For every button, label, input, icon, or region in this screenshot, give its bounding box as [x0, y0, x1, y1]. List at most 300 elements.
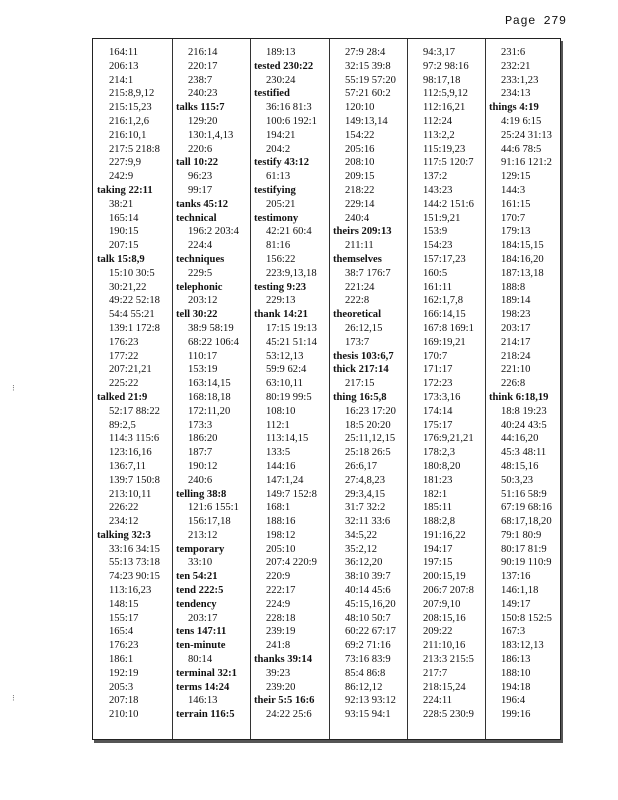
index-reference: 139:7 150:8: [109, 474, 160, 486]
index-reference: 115:19,23: [423, 143, 466, 155]
index-reference: 227:9,9: [109, 157, 142, 169]
index-reference: 218:22: [345, 184, 375, 196]
index-term: testing 9:23: [254, 281, 307, 293]
index-reference: 194:17: [423, 543, 453, 555]
index-reference: 16:23 17:20: [345, 405, 396, 417]
index-reference: 80:14: [188, 654, 213, 666]
index-reference: 173:7: [345, 336, 370, 348]
index-reference: 96:23: [188, 171, 213, 183]
margin-mark: ⁝: [12, 694, 15, 704]
column-divider: [250, 39, 251, 739]
index-reference: 42:21 60:4: [266, 226, 312, 238]
index-reference: 165:4: [109, 626, 134, 638]
index-reference: 156:22: [266, 253, 296, 265]
index-reference: 229:14: [345, 198, 375, 210]
index-term: temporary: [176, 543, 225, 555]
index-term: talks 115:7: [176, 102, 225, 114]
index-term: their 5:5 16:6: [254, 695, 315, 707]
index-column-1: [97, 46, 169, 735]
index-reference: 186:1: [109, 654, 134, 666]
index-reference: 222:17: [266, 585, 296, 597]
index-reference: 112:5,9,12: [423, 88, 468, 100]
index-reference: 203:12: [188, 295, 218, 307]
index-reference: 114:3 115:6: [109, 433, 160, 445]
index-reference: 91:16 121:2: [501, 157, 552, 169]
index-reference: 239:20: [266, 681, 296, 693]
index-reference: 194:18: [501, 681, 531, 693]
index-reference: 188:8: [501, 281, 526, 293]
index-reference: 197:15: [423, 557, 453, 569]
index-reference: 112:16,21: [423, 102, 466, 114]
index-reference: 36:16 81:3: [266, 102, 312, 114]
index-reference: 220:17: [188, 60, 218, 72]
index-reference: 151:9,21: [423, 212, 461, 224]
index-reference: 150:8 152:5: [501, 612, 552, 624]
index-term: technical: [176, 212, 217, 224]
index-reference: 198:23: [501, 309, 531, 321]
index-reference: 129:20: [188, 115, 218, 127]
index-reference: 170:7: [501, 212, 526, 224]
index-reference: 205:21: [266, 198, 296, 210]
index-reference: 208:10: [345, 157, 375, 169]
word-index-table: [92, 38, 561, 740]
index-reference: 190:12: [188, 460, 218, 472]
index-reference: 57:21 60:2: [345, 88, 391, 100]
index-reference: 24:22 25:6: [266, 709, 312, 721]
index-reference: 207:18: [109, 695, 139, 707]
index-reference: 61:13: [266, 171, 291, 183]
index-column-4: [333, 46, 407, 735]
index-reference: 170:7: [423, 350, 448, 362]
index-reference: 39:23: [266, 667, 291, 679]
index-reference: 176:23: [109, 336, 139, 348]
index-reference: 205:10: [266, 543, 296, 555]
index-reference: 177:22: [109, 350, 139, 362]
index-reference: 169:19,21: [423, 336, 466, 348]
index-term: talked 21:9: [97, 391, 148, 403]
index-reference: 189:14: [501, 295, 531, 307]
index-reference: 73:16 83:9: [345, 654, 391, 666]
index-term: terms 14:24: [176, 681, 230, 693]
index-term: tens 147:11: [176, 626, 227, 638]
index-reference: 146:1,18: [501, 585, 539, 597]
index-reference: 98:17,18: [423, 74, 461, 86]
index-reference: 240:6: [188, 474, 213, 486]
index-reference: 123:16,16: [109, 447, 152, 459]
index-reference: 27:9 28:4: [345, 47, 386, 58]
index-reference: 217:7: [423, 667, 448, 679]
index-reference: 216:14: [188, 47, 218, 58]
index-reference: 211:11: [345, 240, 374, 252]
index-reference: 167:3: [501, 626, 526, 638]
index-reference: 242:9: [109, 171, 134, 183]
index-reference: 206:13: [109, 60, 139, 72]
index-reference: 218:24: [501, 350, 531, 362]
index-reference: 45:3 48:11: [501, 447, 547, 459]
index-reference: 99:17: [188, 184, 213, 196]
index-reference: 81:16: [266, 240, 291, 252]
index-reference: 229:5: [188, 267, 213, 279]
index-term: thick 217:14: [333, 364, 389, 376]
index-column-5: [411, 46, 485, 735]
index-reference: 213:3 215:5: [423, 654, 474, 666]
index-reference: 217:5 218:8: [109, 143, 160, 155]
index-reference: 25:24 31:13: [501, 129, 552, 141]
index-reference: 29:3,4,15: [345, 488, 386, 500]
index-reference: 149:17: [501, 598, 531, 610]
index-reference: 133:5: [266, 447, 291, 459]
index-reference: 188:2,8: [423, 516, 456, 528]
index-reference: 190:15: [109, 226, 139, 238]
index-reference: 112:1: [266, 419, 290, 431]
index-reference: 209:15: [345, 171, 375, 183]
index-term: thing 16:5,8: [333, 391, 387, 403]
index-reference: 241:8: [266, 640, 291, 652]
index-reference: 69:2 71:16: [345, 640, 391, 652]
index-reference: 167:8 169:1: [423, 322, 474, 334]
index-reference: 187:7: [188, 447, 213, 459]
index-reference: 80:17 81:9: [501, 543, 547, 555]
index-reference: 186:20: [188, 433, 218, 445]
index-reference: 49:22 52:18: [109, 295, 160, 307]
index-reference: 74:23 90:15: [109, 571, 160, 583]
index-reference: 53:12,13: [266, 350, 304, 362]
index-term: terrain 116:5: [176, 709, 235, 721]
index-reference: 148:15: [109, 598, 139, 610]
index-reference: 67:19 68:16: [501, 502, 552, 514]
index-reference: 161:11: [423, 281, 453, 293]
index-reference: 184:16,20: [501, 253, 544, 265]
index-reference: 209:22: [423, 626, 453, 638]
index-term: tall 10:22: [176, 157, 219, 169]
index-reference: 144:2 151:6: [423, 198, 474, 210]
index-reference: 173:3,16: [423, 391, 461, 403]
index-reference: 34:5,22: [345, 529, 378, 541]
index-reference: 226:8: [501, 378, 526, 390]
index-reference: 240:4: [345, 212, 370, 224]
index-term: telephonic: [176, 281, 223, 293]
index-reference: 186:13: [501, 654, 531, 666]
index-reference: 32:11 33:6: [345, 516, 391, 528]
index-column-3: [254, 46, 328, 735]
index-reference: 166:14,15: [423, 309, 466, 321]
index-reference: 222:8: [345, 295, 370, 307]
index-reference: 154:23: [423, 240, 453, 252]
index-reference: 215:15,23: [109, 102, 152, 114]
index-term: ten 54:21: [176, 571, 218, 583]
index-reference: 144:16: [266, 460, 296, 472]
index-reference: 228:18: [266, 612, 296, 624]
index-reference: 221:10: [501, 364, 531, 376]
index-term: telling 38:8: [176, 488, 227, 500]
index-reference: 100:6 192:1: [266, 115, 317, 127]
index-term: tested 230:22: [254, 60, 314, 72]
index-reference: 232:21: [501, 60, 531, 72]
index-reference: 112:24: [423, 115, 453, 127]
index-reference: 230:24: [266, 74, 296, 86]
index-reference: 183:12,13: [501, 640, 544, 652]
index-reference: 188:10: [501, 667, 531, 679]
index-reference: 224:11: [423, 695, 453, 707]
index-reference: 185:11: [423, 502, 453, 514]
index-reference: 44:16,20: [501, 433, 539, 445]
index-reference: 149:7 152:8: [266, 488, 317, 500]
index-term: theirs 209:13: [333, 226, 392, 238]
index-reference: 26:6,17: [345, 460, 378, 472]
index-reference: 137:2: [423, 171, 448, 183]
index-reference: 207:4 220:9: [266, 557, 317, 569]
index-reference: 18:5 20:20: [345, 419, 391, 431]
index-reference: 27:4,8,23: [345, 474, 386, 486]
index-reference: 38:7 176:7: [345, 267, 391, 279]
index-reference: 139:1 172:8: [109, 322, 160, 334]
index-column-2: [176, 46, 249, 735]
index-reference: 80:19 99:5: [266, 391, 312, 403]
index-reference: 33:16 34:15: [109, 543, 160, 555]
index-reference: 233:1,23: [501, 74, 539, 86]
index-term: tendency: [176, 598, 217, 610]
index-reference: 207:15: [109, 240, 139, 252]
index-reference: 17:15 19:13: [266, 322, 317, 334]
index-term: tanks 45:12: [176, 198, 229, 210]
index-term: taking 22:11: [97, 184, 153, 196]
index-reference: 163:14,15: [188, 378, 231, 390]
index-term: themselves: [333, 253, 382, 265]
index-reference: 52:17 88:22: [109, 405, 160, 417]
index-reference: 55:19 57:20: [345, 74, 396, 86]
index-reference: 110:17: [188, 350, 218, 362]
index-reference: 40:24 43:5: [501, 419, 547, 431]
index-reference: 113:16,23: [109, 585, 152, 597]
index-reference: 157:17,23: [423, 253, 466, 265]
index-reference: 68:17,18,20: [501, 516, 552, 528]
index-reference: 207:9,10: [423, 598, 461, 610]
index-term: testimony: [254, 212, 299, 224]
index-reference: 187:13,18: [501, 267, 544, 279]
index-reference: 203:17: [501, 322, 531, 334]
index-reference: 97:2 98:16: [423, 60, 469, 72]
index-reference: 184:15,15: [501, 240, 544, 252]
index-reference: 234:13: [501, 88, 531, 100]
index-reference: 164:11: [109, 47, 139, 58]
index-reference: 211:10,16: [423, 640, 466, 652]
index-reference: 207:21,21: [109, 364, 152, 376]
index-reference: 153:19: [188, 364, 218, 376]
index-reference: 220:9: [266, 571, 291, 583]
index-reference: 59:9 62:4: [266, 364, 307, 376]
index-term: talk 15:8,9: [97, 253, 145, 265]
index-reference: 162:1,7,8: [423, 295, 464, 307]
index-reference: 130:1,4,13: [188, 129, 234, 141]
index-term: testifying: [254, 184, 296, 196]
index-reference: 206:7 207:8: [423, 585, 474, 597]
index-reference: 180:8,20: [423, 460, 461, 472]
index-reference: 89:2,5: [109, 419, 136, 431]
index-term: thank 14:21: [254, 309, 308, 321]
index-reference: 238:7: [188, 74, 213, 86]
index-reference: 228:5 230:9: [423, 709, 474, 721]
index-reference: 208:15,16: [423, 612, 466, 624]
index-reference: 137:16: [501, 571, 531, 583]
index-term: terminal 32:1: [176, 667, 237, 679]
index-reference: 217:15: [345, 378, 375, 390]
index-reference: 121:6 155:1: [188, 502, 239, 514]
index-reference: 90:19 110:9: [501, 557, 552, 569]
index-reference: 54:4 55:21: [109, 309, 155, 321]
index-reference: 194:21: [266, 129, 296, 141]
index-reference: 181:23: [423, 474, 453, 486]
index-reference: 171:17: [423, 364, 453, 376]
index-reference: 239:19: [266, 626, 296, 638]
index-reference: 213:12: [188, 529, 218, 541]
index-reference: 155:17: [109, 612, 139, 624]
index-term: tend 222:5: [176, 585, 224, 597]
index-reference: 213:10,11: [109, 488, 152, 500]
index-reference: 143:23: [423, 184, 453, 196]
index-reference: 153:9: [423, 226, 448, 238]
index-reference: 221:24: [345, 281, 375, 293]
index-reference: 144:3: [501, 184, 526, 196]
index-reference: 168:1: [266, 502, 291, 514]
index-reference: 205:3: [109, 681, 134, 693]
index-reference: 79:1 80:9: [501, 529, 542, 541]
index-reference: 231:6: [501, 47, 526, 58]
index-reference: 229:13: [266, 295, 296, 307]
index-reference: 92:13 93:12: [345, 695, 396, 707]
index-reference: 113:14,15: [266, 433, 309, 445]
index-term: thanks 39:14: [254, 654, 312, 666]
index-term: talking 32:3: [97, 529, 151, 541]
index-reference: 45:15,16,20: [345, 598, 396, 610]
index-reference: 178:2,3: [423, 447, 456, 459]
index-term: techniques: [176, 253, 225, 265]
index-reference: 168:18,18: [188, 391, 231, 403]
index-reference: 160:5: [423, 267, 448, 279]
index-reference: 173:3: [188, 419, 213, 431]
index-reference: 203:17: [188, 612, 218, 624]
column-divider: [485, 39, 486, 739]
column-divider: [329, 39, 330, 739]
index-reference: 165:14: [109, 212, 139, 224]
index-reference: 26:12,15: [345, 322, 383, 334]
index-reference: 205:16: [345, 143, 375, 155]
index-reference: 15:10 30:5: [109, 267, 155, 279]
index-reference: 216:10,1: [109, 129, 147, 141]
index-reference: 30:21,22: [109, 281, 147, 293]
index-reference: 18:8 19:23: [501, 405, 547, 417]
index-reference: 189:13: [266, 47, 296, 58]
index-reference: 136:7,11: [109, 460, 146, 472]
index-reference: 191:16,22: [423, 529, 466, 541]
index-reference: 45:21 51:14: [266, 336, 317, 348]
index-reference: 225:22: [109, 378, 139, 390]
margin-mark: ⁝: [12, 384, 15, 394]
index-reference: 38:10 39:7: [345, 571, 391, 583]
index-reference: 234:12: [109, 516, 139, 528]
index-reference: 200:15,19: [423, 571, 466, 583]
index-reference: 179:13: [501, 226, 531, 238]
index-reference: 161:15: [501, 198, 531, 210]
index-reference: 117:5 120:7: [423, 157, 474, 169]
index-reference: 108:10: [266, 405, 296, 417]
index-reference: 196:4: [501, 695, 526, 707]
index-reference: 214:1: [109, 74, 134, 86]
index-reference: 85:4 86:8: [345, 667, 386, 679]
index-reference: 176:9,21,21: [423, 433, 474, 445]
index-reference: 188:16: [266, 516, 296, 528]
index-reference: 51:16 58:9: [501, 488, 547, 500]
index-reference: 32:15 39:8: [345, 60, 391, 72]
index-reference: 196:2 203:4: [188, 226, 239, 238]
index-reference: 86:12,12: [345, 681, 383, 693]
index-reference: 60:22 67:17: [345, 626, 396, 638]
index-reference: 175:17: [423, 419, 453, 431]
page-number: Page 279: [505, 14, 567, 28]
index-reference: 147:1,24: [266, 474, 304, 486]
index-reference: 50:3,23: [501, 474, 534, 486]
index-term: thesis 103:6,7: [333, 350, 394, 362]
index-reference: 204:2: [266, 143, 291, 155]
index-reference: 216:1,2,6: [109, 115, 150, 127]
index-reference: 38:21: [109, 198, 134, 210]
index-reference: 174:14: [423, 405, 453, 417]
index-reference: 156:17,18: [188, 516, 231, 528]
index-term: theoretical: [333, 309, 382, 321]
index-term: testified: [254, 88, 290, 100]
index-reference: 199:16: [501, 709, 531, 721]
index-reference: 94:3,17: [423, 47, 456, 58]
index-term: testify 43:12: [254, 157, 310, 169]
index-reference: 25:18 26:5: [345, 447, 391, 459]
index-reference: 192:19: [109, 667, 139, 679]
index-reference: 172:11,20: [188, 405, 231, 417]
column-divider: [172, 39, 173, 739]
index-reference: 55:13 73:18: [109, 557, 160, 569]
index-reference: 93:15 94:1: [345, 709, 391, 721]
index-reference: 224:4: [188, 240, 213, 252]
index-reference: 120:10: [345, 102, 375, 114]
index-term: tell 30:22: [176, 309, 218, 321]
index-reference: 63:10,11: [266, 378, 303, 390]
index-reference: 218:15,24: [423, 681, 466, 693]
index-reference: 38:9 58:19: [188, 322, 234, 334]
index-reference: 40:14 45:6: [345, 585, 391, 597]
index-reference: 198:12: [266, 529, 296, 541]
index-reference: 210:10: [109, 709, 139, 721]
index-reference: 176:23: [109, 640, 139, 652]
index-column-6: [489, 46, 559, 735]
index-reference: 35:2,12: [345, 543, 378, 555]
index-reference: 149:13,14: [345, 115, 388, 127]
index-reference: 182:1: [423, 488, 448, 500]
index-reference: 223:9,13,18: [266, 267, 317, 279]
index-reference: 146:13: [188, 695, 218, 707]
index-reference: 36:12,20: [345, 557, 383, 569]
index-reference: 4:19 6:15: [501, 115, 542, 127]
index-term: things 4:19: [489, 102, 539, 114]
index-reference: 215:8,9,12: [109, 88, 155, 100]
index-term: think 6:18,19: [489, 391, 549, 403]
index-reference: 226:22: [109, 502, 139, 514]
index-reference: 240:23: [188, 88, 218, 100]
index-reference: 68:22 106:4: [188, 336, 239, 348]
index-reference: 154:22: [345, 129, 375, 141]
index-reference: 25:11,12,15: [345, 433, 396, 445]
index-reference: 31:7 32:2: [345, 502, 386, 514]
index-reference: 129:15: [501, 171, 531, 183]
index-reference: 48:15,16: [501, 460, 539, 472]
index-reference: 48:10 50:7: [345, 612, 391, 624]
